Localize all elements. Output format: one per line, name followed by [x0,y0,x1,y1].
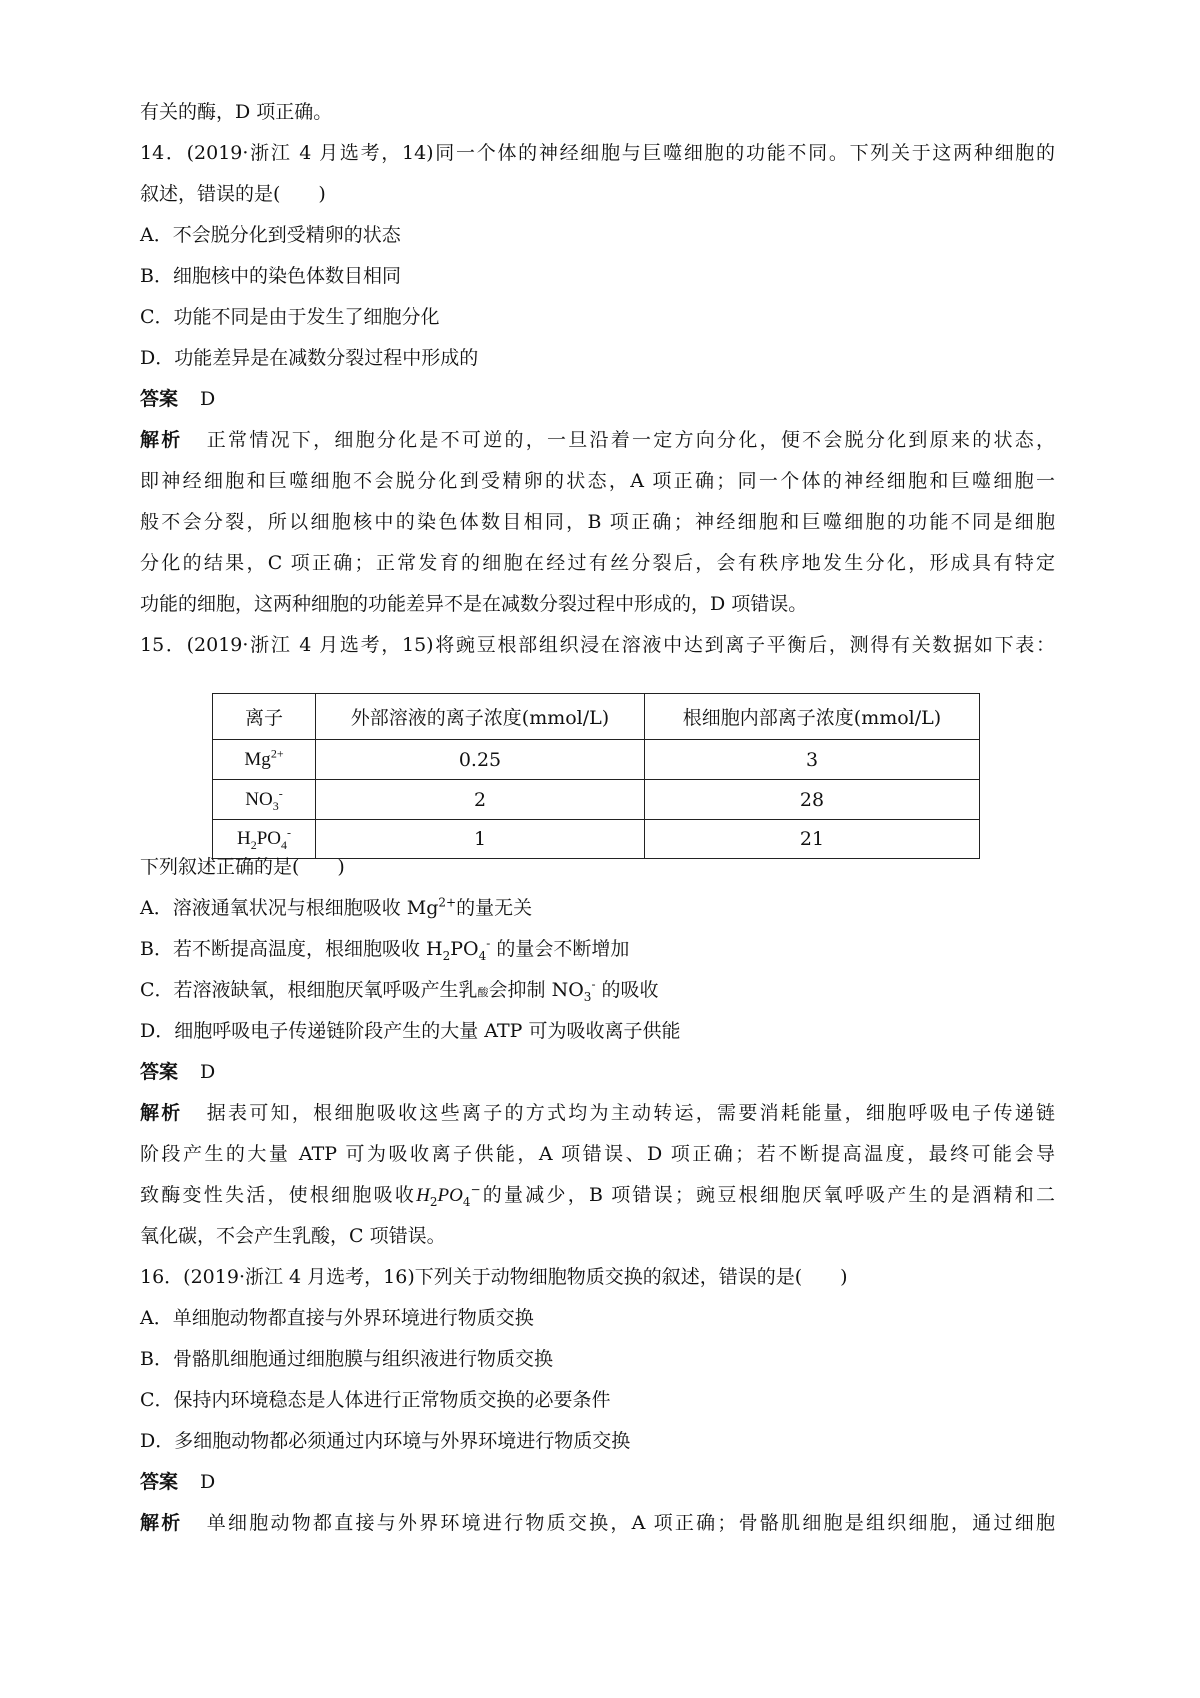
table-header-cell: 离子 [213,694,316,740]
explanation-14: 解析 正常情况下，细胞分化是不可逆的，一旦沿着一定方向分化，便不会脱分化到原来的状态， [140,429,1055,451]
explanation-label: 解析 [140,1102,183,1124]
answer-16: 答案 D [140,1471,216,1493]
question-15-prompt: 下列叙述正确的是( ) [140,856,345,878]
question-15-stem: 15．(2019·浙江 4 月选考，15)将豌豆根部组织浸在溶液中达到离子平衡后，测得有关数据如下表： [140,634,1055,656]
ion-cell: $Mg^{2+}$ [213,740,316,780]
table-header-cell: 外部溶液的离子浓度(mmol/L) [316,694,645,740]
question-14-option-a: A．不会脱分化到受精卵的状态 [140,224,401,246]
explanation-label: 解析 [140,429,183,451]
question-16-option-d: D．多细胞动物都必须通过内环境与外界环境进行物质交换 [140,1430,631,1452]
question-14-option-c: C．功能不同是由于发生了细胞分化 [140,306,440,328]
explanation-16: 解析 单细胞动物都直接与外界环境进行物质交换，A 项正确；骨骼肌细胞是组织细胞，通过细胞 [140,1512,1055,1534]
table-row [213,740,980,780]
explanation-14-line: 般不会分裂，所以细胞核中的染色体数目相同，B 项正确；神经细胞和巨噬细胞的功能不同是细胞 [140,511,1055,533]
answer-label: 答案 [140,1471,179,1493]
question-16-option-a: A．单细胞动物都直接与外界环境进行物质交换 [140,1307,534,1329]
ion-cell: $NO_3^-$ [213,780,316,820]
question-15-option-b: B．若不断提高温度，根细胞吸收 $H_2PO_4^-$ 的量会不断增加 [140,936,630,963]
explanation-14-line: 功能的细胞，这两种细胞的功能差异不是在减数分裂过程中形成的，D 项错误。 [140,593,808,615]
explanation-14-line: 即神经细胞和巨噬细胞不会脱分化到受精卵的状态，A 项正确；同一个体的神经细胞和巨噬细胞一 [140,470,1055,492]
question-14-stem: 14．(2019·浙江 4 月选考，14)同一个体的神经细胞与巨噬细胞的功能不同。下列关于这两种细胞的 [140,142,1055,164]
answer-14: 答案 D [140,388,216,410]
answer-label: 答案 [140,388,179,410]
answer-label: 答案 [140,1061,179,1083]
explanation-14-line: 分化的结果，C 项正确；正常发育的细胞在经过有丝分裂后，会有秩序地发生分化，形成具有特定 [140,552,1055,574]
question-14-stem-cont: 叙述，错误的是( ) [140,183,326,205]
table-row [213,780,980,820]
question-15-option-c: C．若溶液缺氧，根细胞厌氧呼吸产生乳酸会抑制 $NO_3^-$ 的吸收 [140,977,659,1004]
question-14-option-d: D．功能差异是在减数分裂过程中形成的 [140,347,479,369]
question-15-option-a: A．溶液通氧状况与根细胞吸收 $Mg^{2+}$的量无关 [140,895,533,919]
explanation-15-line: 阶段产生的大量 ATP 可为吸收离子供能，A 项错误、D 项正确；若不断提高温度，最终可能会导 [140,1143,1055,1165]
table-header-cell: 根细胞内部离子浓度(mmol/L) [645,694,980,740]
outside-concentration-cell: 1 [316,820,645,859]
explanation-15-line: 氧化碳，不会产生乳酸，C 项错误。 [140,1225,446,1247]
table-header-row [213,694,980,740]
outside-concentration-cell: 0.25 [316,740,645,780]
inside-concentration-cell: 28 [645,780,980,820]
explanation-15: 解析 据表可知，根细胞吸收这些离子的方式均为主动转运，需要消耗能量，细胞呼吸电子传递链 [140,1102,1055,1124]
outside-concentration-cell: 2 [316,780,645,820]
question-16-option-c: C．保持内环境稳态是人体进行正常物质交换的必要条件 [140,1389,611,1411]
question-16-option-b: B．骨骼肌细胞通过细胞膜与组织液进行物质交换 [140,1348,553,1370]
question-16-stem: 16．(2019·浙江 4 月选考，16)下列关于动物细胞物质交换的叙述，错误的是( ) [140,1266,848,1288]
question-14-option-b: B．细胞核中的染色体数目相同 [140,265,401,287]
text-line: 有关的酶，D 项正确。 [140,101,333,123]
ion-cell: $H_2PO_4^-$ [213,820,316,859]
question-15-option-d: D．细胞呼吸电子传递链阶段产生的大量 ATP 可为吸收离子供能 [140,1020,681,1042]
explanation-label: 解析 [140,1512,183,1534]
inside-concentration-cell: 3 [645,740,980,780]
answer-15: 答案 D [140,1061,216,1083]
ion-concentration-table [212,693,980,859]
inside-concentration-cell: 21 [645,820,980,859]
explanation-15-line: 致酶变性失活，使根细胞吸收$H_2PO_4^-$的量减少，B 项错误；豌豆根细胞厌氧呼吸产生的是酒精和二 [140,1182,1055,1209]
